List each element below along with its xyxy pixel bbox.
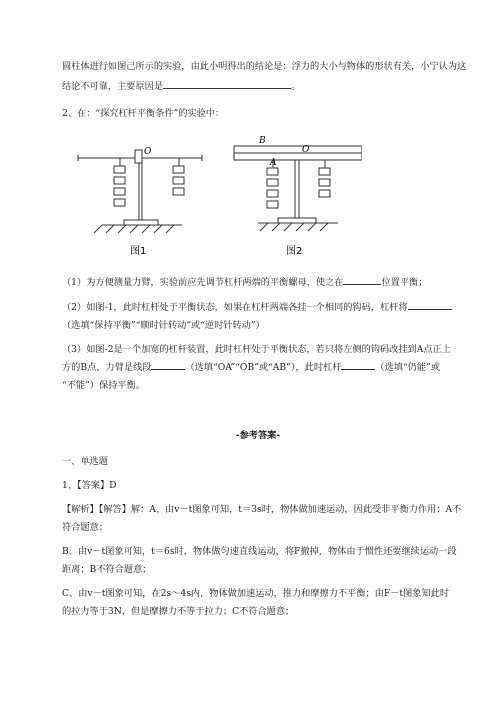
fig1-pivot-label: O [144,147,152,157]
figure-2 [234,146,362,231]
fig2-point-b: B [259,136,266,146]
sub-question-2-line-2: （选填“保持平衡”“顺时针转动”或“逆时针转动”） [62,320,265,331]
fig2-caption: 图2 [286,246,303,257]
lever-figures [62,132,362,262]
analysis-line-2: 符合题意； [62,522,108,533]
answers-heading: -参考答案- [235,430,281,441]
sub-question-1: （1）为方便测量力臂，实验前应先调节杠杆两端的平衡螺母，使之在 位置平衡； [62,273,454,293]
fig2-pivot-label: O [302,145,310,155]
answer-blank [151,358,185,370]
answer-blank [408,298,452,310]
answer-q1: 1、【答案】D [62,480,117,491]
option-b-line-2: 距离；B不符合题意； [62,564,152,575]
sub-question-3-line-2: 方的B点，力臂是线段 （选填“OA”“OB”或“AB”），此时杠杆 （选填“仍能”或 [62,358,454,378]
fig2-point-a: A [270,158,277,168]
answer-blank [341,358,375,370]
option-b-line-1: B、由v－t图象可知，t＝6s时，物体做匀速直线运动，将F撤掉，物体由于惯性还要继续运动一段 [62,546,457,557]
option-c-line-2: 的拉力等于3N，但是摩擦力不等于拉力；C不符合题意； [62,606,295,617]
intro-line-2: 结论不可靠，主要原因是 。 [62,77,454,97]
option-c-line-1: C、由v－t图象可知，在2s～4s内，物体做加速运动，推力和摩擦力不平衡；由F－t图象知此时 [62,588,450,599]
fig1-caption: 图1 [130,246,147,257]
answer-blank [163,77,291,89]
figure-1 [78,150,202,233]
analysis-line-1: 【解析】【解答】解：A、由v－t图象可知，t＝3s时，物体做加速运动，因此受非平衡力作用；A不 [62,504,462,515]
sub-question-3-line-3: “不能”）保持平衡。 [62,380,145,391]
question-2-title: 2、在：“探究杠杆平衡条件”的实验中： [62,108,225,119]
sub-question-2-line-1: （2）如图-1，此时杠杆处于平衡状态，如果在杠杆两端各挂一个相同的钩码，杠杆将 [62,298,454,318]
section-title: 一、单选题 [62,456,108,467]
sub-question-3-line-1: （3）如图-2是一个加宽的杠杆装置，此时杠杆处于平衡状态，若只将左侧的钩码改挂到A点正上 [62,344,451,355]
answer-blank [343,273,381,285]
intro-line-1: 圆柱体进行如图己所示的实验，由此小明得出的结论是：浮力的大小与物体的形状有关，小宁认为这 [62,61,467,72]
